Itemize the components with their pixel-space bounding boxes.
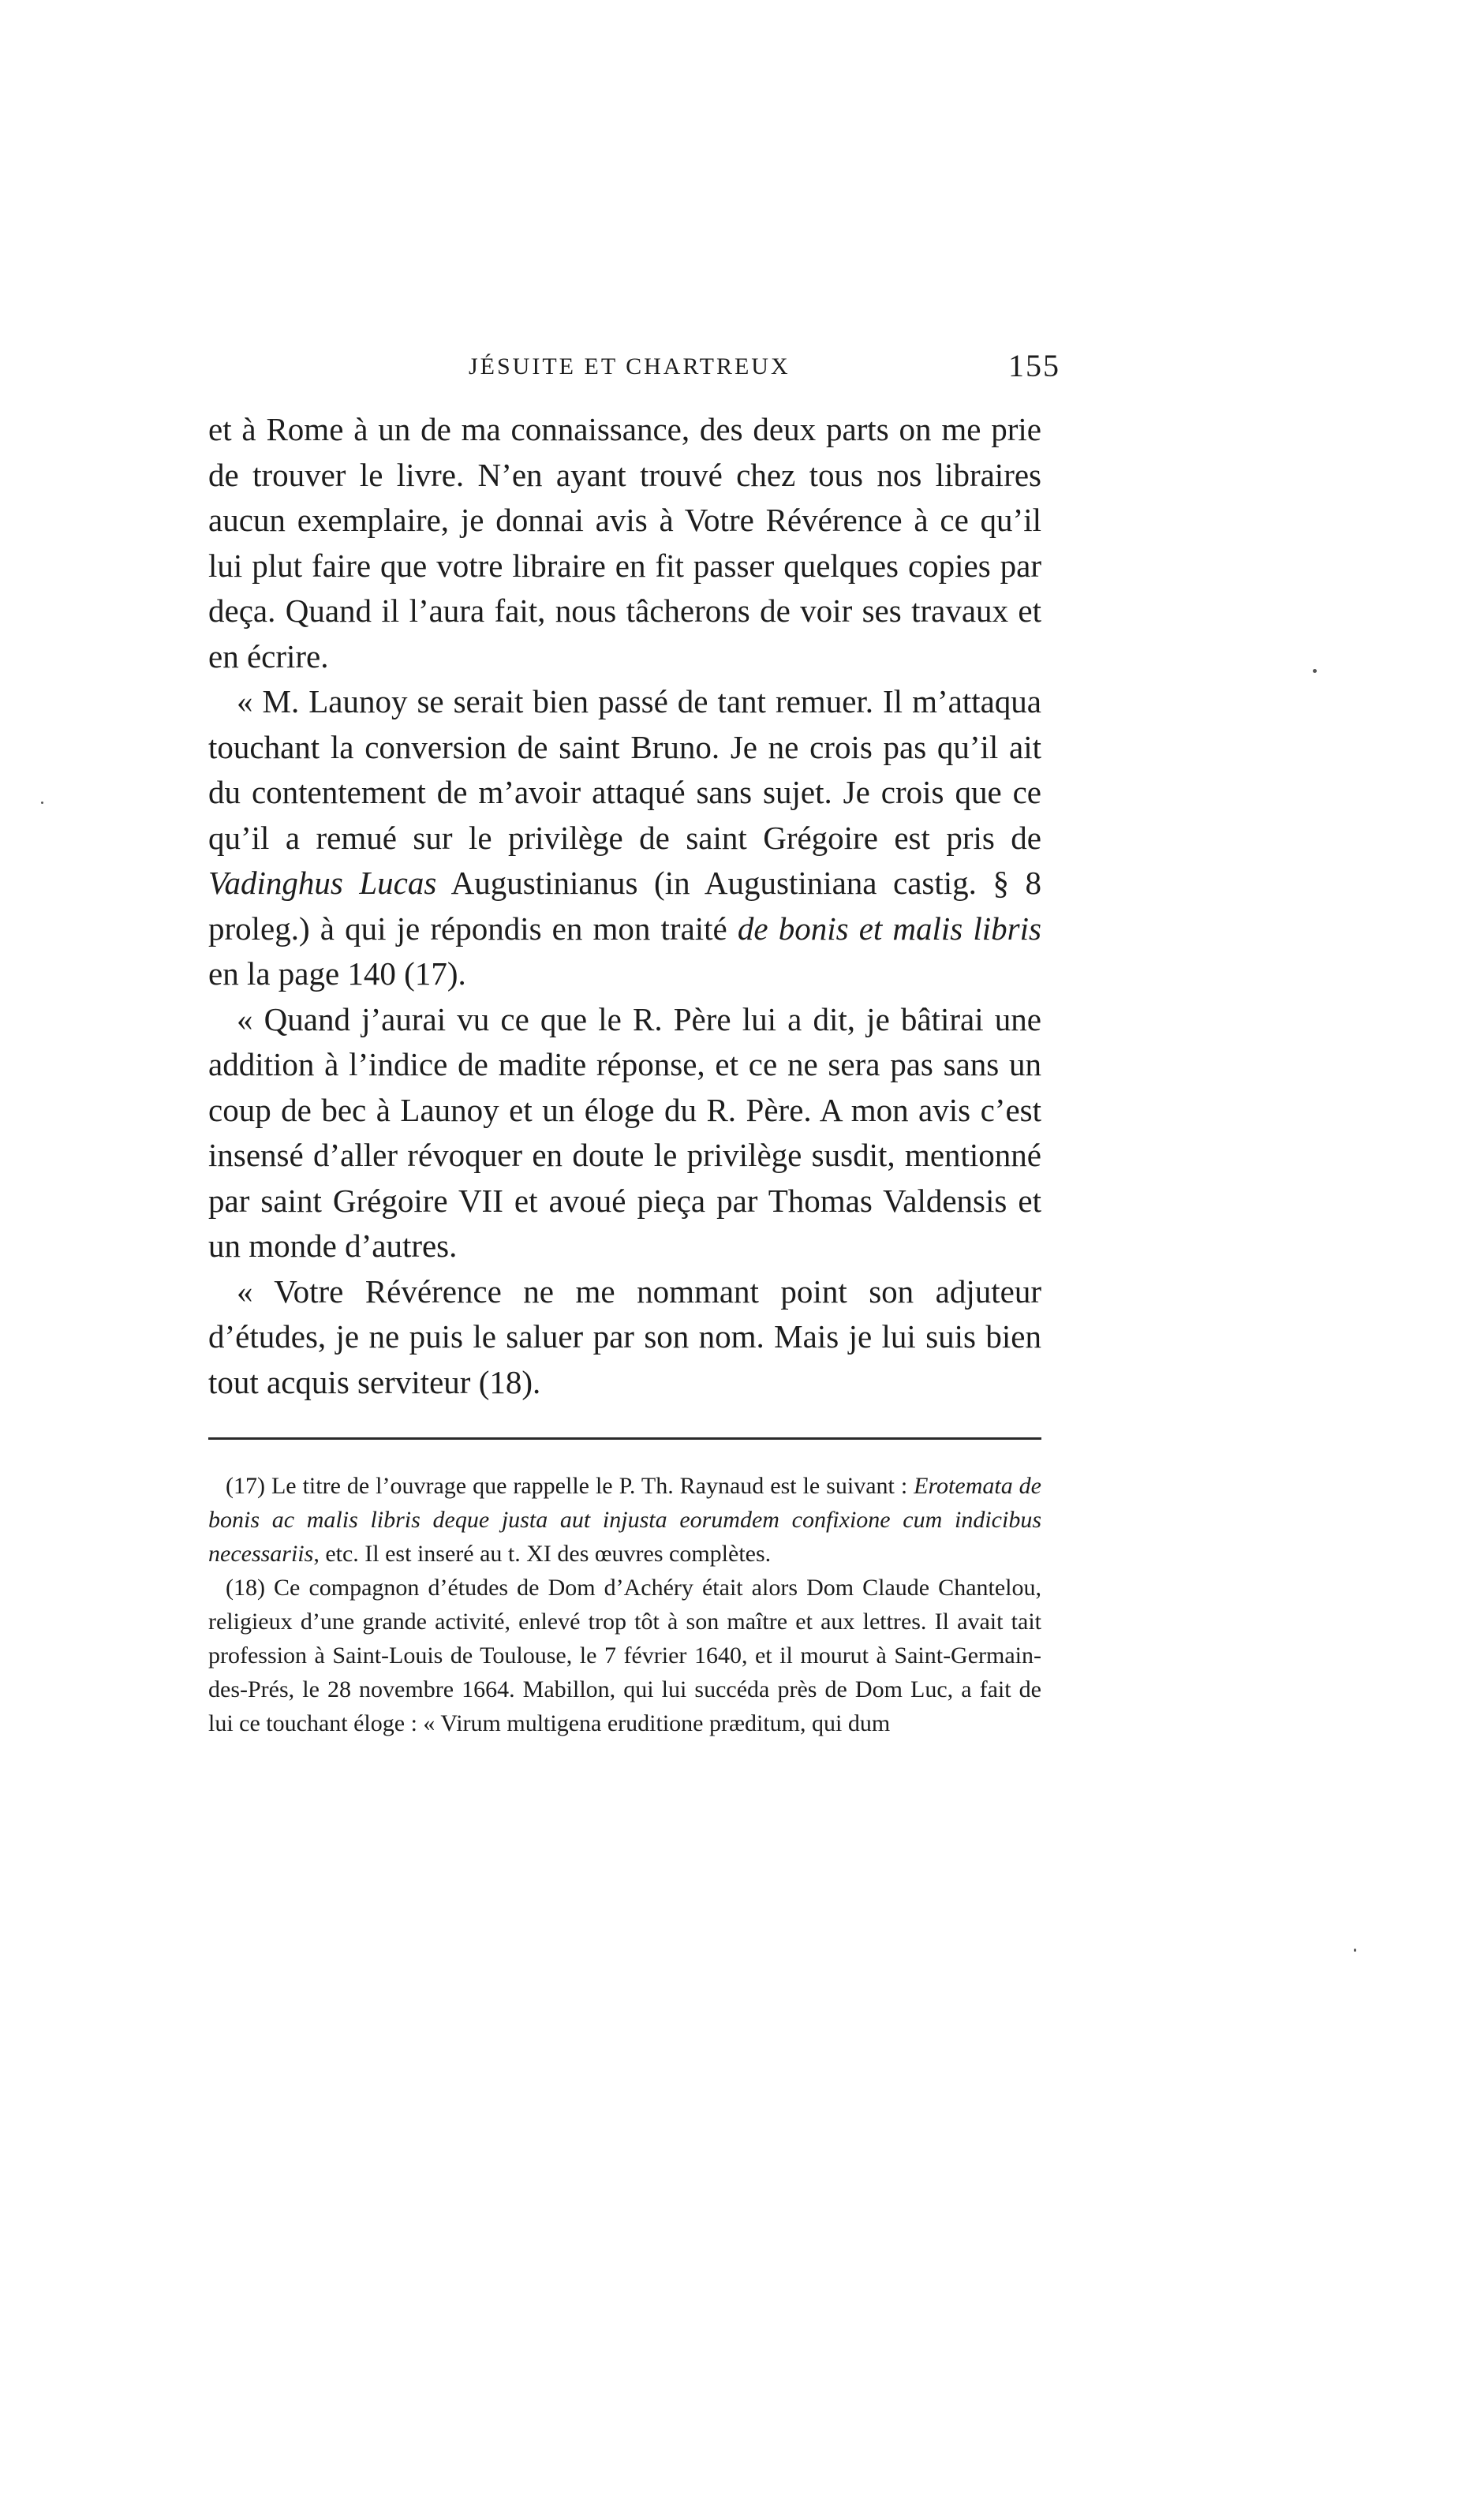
footnote-18: (18) Ce compagnon d’études de Dom d’Achéry était alors Dom Claude Chantelou, religieux d’une grande activité, enlevé trop tôt à son maître et aux lettres. Il avait tait profession à Saint-Louis de Toulouse, le 7 février 1640, et il mourut à Saint-Germain-des-Prés, le 28 novembre 1664. Mabillon, qui lui succéda près de Dom Luc, a fait de lui ce touchant éloge : « Virum multigena eruditione præditum, qui dum [208, 1575, 1041, 1736]
footnote-17-italic-title: Erotemata de bonis ac malis libris deque justa aut injusta eorumdem confixione cum indicibus necessariis [208, 1473, 1041, 1567]
paragraph-1: et à Rome à un de ma connaissance, des deux parts on me prie de trouver le livre. N’en ayant trouvé chez tous nos libraires aucun exemplaire, je donnai avis à Votre Révérence à ce qu’il lui plut faire que votre libraire en fit passer quelques copies par deça. Quand il l’aura fait, nous tâcherons de voir ses travaux et en écrire. [208, 411, 1041, 675]
paper-speck [1313, 669, 1317, 673]
footnote-17-text-b: , etc. Il est inseré au t. XI des œuvres complètes. [313, 1541, 772, 1567]
footnote-separator [208, 1437, 1041, 1440]
paper-speck [1354, 1949, 1356, 1952]
paragraph-2-text-c: en la page 140 (17). [208, 955, 466, 992]
paragraph-2-text-a: « M. Launoy se serait bien passé de tant remuer. Il m’attaqua touchant la conversion de saint Bruno. Je ne crois pas qu’il ait du contentement de m’avoir attaqué sans sujet. Je crois que ce qu’il a remué sur le privilège de saint Grégoire est pris de [208, 683, 1041, 856]
italic-treatise-title: de bonis et malis libris [737, 910, 1041, 947]
running-head [208, 347, 1060, 394]
italic-author-name: Vadinghus Lucas [208, 865, 437, 901]
footnote-17 [208, 1469, 1041, 1571]
main-text [208, 407, 1041, 1405]
paper-speck [41, 802, 43, 804]
paragraph-2-text-b: Augustinianus (in Augustiniana castig. § 8 proleg.) à qui je répondis en mon traité [208, 865, 1041, 947]
running-title: JÉSUITE ET CHARTREUX [469, 353, 791, 379]
paragraph-2 [208, 679, 1041, 997]
footnote-17-text-a: (17) Le titre de l’ouvrage que rappelle le P. Th. Raynaud est le suivant : [226, 1473, 914, 1499]
paragraph-3: « Quand j’aurai vu ce que le R. Père lui a dit, je bâtirai une addition à l’indice de madite réponse, et ce ne sera pas sans un coup de bec à Launoy et un éloge du R. Père. A mon avis c’est insensé d’aller révoquer en doute le privilège susdit, mentionné par saint Grégoire VII et avoué pieça par Thomas Valdensis et un monde d’autres. [208, 1000, 1041, 1264]
footnotes [208, 1469, 1041, 1740]
paragraph-4: « Votre Révérence ne me nommant point son adjuteur d’études, je ne puis le saluer par son nom. Mais je lui suis bien tout acquis serviteur (18). [208, 1272, 1041, 1400]
page-number: 155 [1008, 348, 1060, 383]
